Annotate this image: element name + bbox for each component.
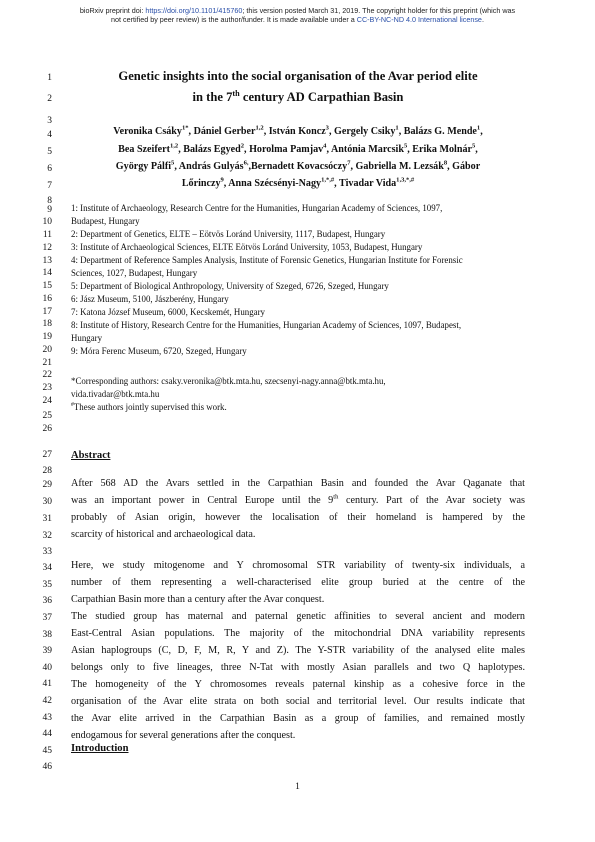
affiliation-line: 9: Móra Ferenc Museum, 6720, Szeged, Hungary bbox=[71, 346, 247, 356]
affiliation-line: Sciences, 1027, Budapest, Hungary bbox=[71, 268, 198, 278]
line-number: 4 bbox=[47, 130, 52, 140]
line-number: 3 bbox=[47, 116, 52, 126]
abstract-line: Here, we study mitogenome and Y chromosomal STR variability of twenty-six individuals, a bbox=[71, 560, 525, 571]
line-number: 46 bbox=[42, 762, 52, 772]
line-number: 39 bbox=[42, 646, 52, 656]
line-number: 37 bbox=[42, 613, 52, 623]
doi-link[interactable]: https://doi.org/10.1101/415760 bbox=[145, 6, 243, 15]
affiliation-line: 4: Department of Reference Samples Analysis, Institute of Forensic Genetics, Hungarian Institute for Forensic bbox=[71, 255, 463, 265]
abstract-line: endogamous for several generations after the conquest. bbox=[71, 730, 296, 741]
line-number: 5 bbox=[47, 147, 52, 157]
line-number: 18 bbox=[42, 319, 52, 329]
abstract-line: number of them representing a well-characterised elite group buried at the centre of the bbox=[71, 577, 525, 588]
joint-supervision-note: #These authors jointly supervised this work. bbox=[71, 402, 227, 412]
line-number: 15 bbox=[42, 281, 52, 291]
abstract-line: was an important power in Central Europe until the 9th century. Part of the Avar society was bbox=[71, 493, 525, 506]
affiliation-line: 8: Institute of History, Research Centre for the Humanities, Hungarian Academy of Sciences, 1097, Budapest, bbox=[71, 320, 462, 330]
line-number: 35 bbox=[42, 580, 52, 590]
line-number: 42 bbox=[42, 696, 52, 706]
line-number: 23 bbox=[42, 383, 52, 393]
abstract-line: organisation of the Avar elite strata on both social and territorial level. Our results indicate that bbox=[71, 696, 525, 707]
line-number: 6 bbox=[47, 164, 52, 174]
affiliation-line: 3: Institute of Archaeological Sciences, ELTE Eötvös Loránd University, 1053, Budapest, Hungary bbox=[71, 242, 423, 252]
license-link[interactable]: CC-BY-NC-ND 4.0 International license bbox=[356, 15, 482, 24]
abstract-line: probably of Asian origin, however the localisation of their homeland is hampered by the bbox=[71, 512, 525, 523]
abstract-line: scarcity of historical and archaeological data. bbox=[71, 529, 256, 540]
paper-title-line-1: Genetic insights into the social organisation of the Avar period elite bbox=[118, 69, 478, 83]
line-number: 43 bbox=[42, 713, 52, 723]
abstract-line: The studied group has maternal and paternal genetic affinities to several ancient and modern bbox=[71, 611, 525, 622]
abstract-line: The homogeneity of the Y chromosomes reveals paternal kinship as a cohesive force in the bbox=[71, 679, 525, 690]
line-number: 38 bbox=[42, 630, 52, 640]
line-number: 17 bbox=[42, 307, 52, 317]
page-number: 1 bbox=[295, 782, 300, 792]
affiliation-line: 5: Department of Biological Anthropology, University of Szeged, 6726, Szeged, Hungary bbox=[71, 281, 389, 291]
line-number: 30 bbox=[42, 497, 52, 507]
line-number: 32 bbox=[42, 531, 52, 541]
line-number: 16 bbox=[42, 294, 52, 304]
line-number: 19 bbox=[42, 332, 52, 342]
line-number: 20 bbox=[42, 345, 52, 355]
abstract-line: After 568 AD the Avars settled in the Carpathian Basin and founded the Avar Qaganate that bbox=[71, 478, 525, 489]
author-line: György Pálfi$^5$, András Gulyás$^{6,}$,Bernadett Kovacsóczy$^7$, Gabriella M. Lezsák$^8$, Gábor bbox=[115, 159, 481, 172]
abstract-line: Asian haplogroups (C, D, F, M, R, Y and Z). The Y-STR variability of the analysed elite males bbox=[71, 645, 525, 656]
abstract-line: belongs only to five lineages, three N-Tat with mostly Asian parallels and two Q haplotypes. bbox=[71, 662, 525, 673]
line-number: 45 bbox=[42, 746, 52, 756]
line-number: 1 bbox=[47, 73, 52, 83]
introduction-heading: Introduction bbox=[71, 743, 129, 754]
affiliation-line: 2: Department of Genetics, ELTE – Eötvös Loránd University, 1117, Budapest, Hungary bbox=[71, 229, 386, 239]
line-number: 36 bbox=[42, 596, 52, 606]
header-line-2: not certified by peer review) is the author/funder. It is made available under a CC-BY-NC-ND 4.0 International license. bbox=[111, 15, 484, 24]
line-number: 28 bbox=[42, 466, 52, 476]
author-line: Veronika Csáky$^{1*}$, Dániel Gerber$^{1,2}$, István Koncz$^3$, Gergely Csiky$^1$, Balázs G. Mende$^1$, bbox=[113, 124, 483, 137]
author-line: Lőrinczy$^9$, Anna Szécsényi-Nagy$^{1,*,\#}$, Tivadar Vida$^{1,3,*,\#}$ bbox=[181, 176, 415, 189]
corresponding-email: vida.tivadar@btk.mta.hu bbox=[71, 389, 160, 399]
line-number: 22 bbox=[42, 370, 52, 380]
preprint-header bbox=[0, 6, 595, 24]
line-number: 21 bbox=[42, 358, 52, 368]
abstract-line: the Avar elite arrived in the Carpathian Basin as a group of families, and remained mostly bbox=[71, 713, 525, 724]
line-number: 14 bbox=[42, 268, 52, 278]
abstract-line: East-Central Asian populations. The majority of the mitochondrial DNA variability represents bbox=[71, 628, 525, 639]
affiliation-line: 1: Institute of Archaeology, Research Centre for the Humanities, Hungarian Academy of Sciences, 1097, bbox=[71, 203, 443, 213]
line-number: 13 bbox=[42, 256, 52, 266]
line-number: 40 bbox=[42, 663, 52, 673]
line-number: 41 bbox=[42, 679, 52, 689]
corresponding-authors: *Corresponding authors: csaky.veronika@btk.mta.hu, szecsenyi-nagy.anna@btk.mta.hu, bbox=[71, 376, 386, 386]
affiliation-line: Hungary bbox=[71, 333, 103, 343]
line-number: 29 bbox=[42, 480, 52, 490]
line-number: 44 bbox=[42, 729, 52, 739]
line-number: 31 bbox=[42, 514, 52, 524]
line-number: 27 bbox=[42, 450, 52, 460]
line-number: 12 bbox=[42, 243, 52, 253]
line-number: 25 bbox=[42, 411, 52, 421]
abstract-line: Carpathian Basin more than a century after the Avar conquest. bbox=[71, 594, 325, 605]
header-line-1: bioRxiv preprint doi: https://doi.org/10.1101/415760; this version posted March 31, 2019. The copyright holder for this preprint (which was bbox=[79, 6, 516, 15]
line-number: 2 bbox=[47, 94, 52, 104]
affiliation-line: 7: Katona József Museum, 6000, Kecskemét, Hungary bbox=[71, 307, 265, 317]
abstract-heading: Abstract bbox=[71, 450, 111, 461]
affiliation-line: 6: Jász Museum, 5100, Jászberény, Hungary bbox=[71, 294, 229, 304]
line-number: 11 bbox=[42, 230, 52, 240]
line-number: 24 bbox=[42, 396, 52, 406]
line-number: 26 bbox=[42, 424, 52, 434]
affiliation-line: Budapest, Hungary bbox=[71, 216, 140, 226]
line-number: 10 bbox=[42, 217, 52, 227]
line-number: 9 bbox=[47, 205, 52, 215]
line-number: 7 bbox=[47, 181, 52, 191]
line-number: 8 bbox=[47, 196, 52, 206]
author-line: Bea Szeifert$^{1,2}$, Balázs Egyed$^2$, Horolma Pamjav$^4$, Antónia Marcsik$^5$, Erika Molnár$^5$, bbox=[118, 142, 478, 155]
paper-title-line-2: in the 7th century AD Carpathian Basin bbox=[192, 88, 404, 104]
line-number: 34 bbox=[42, 563, 52, 573]
line-number: 33 bbox=[42, 547, 52, 557]
